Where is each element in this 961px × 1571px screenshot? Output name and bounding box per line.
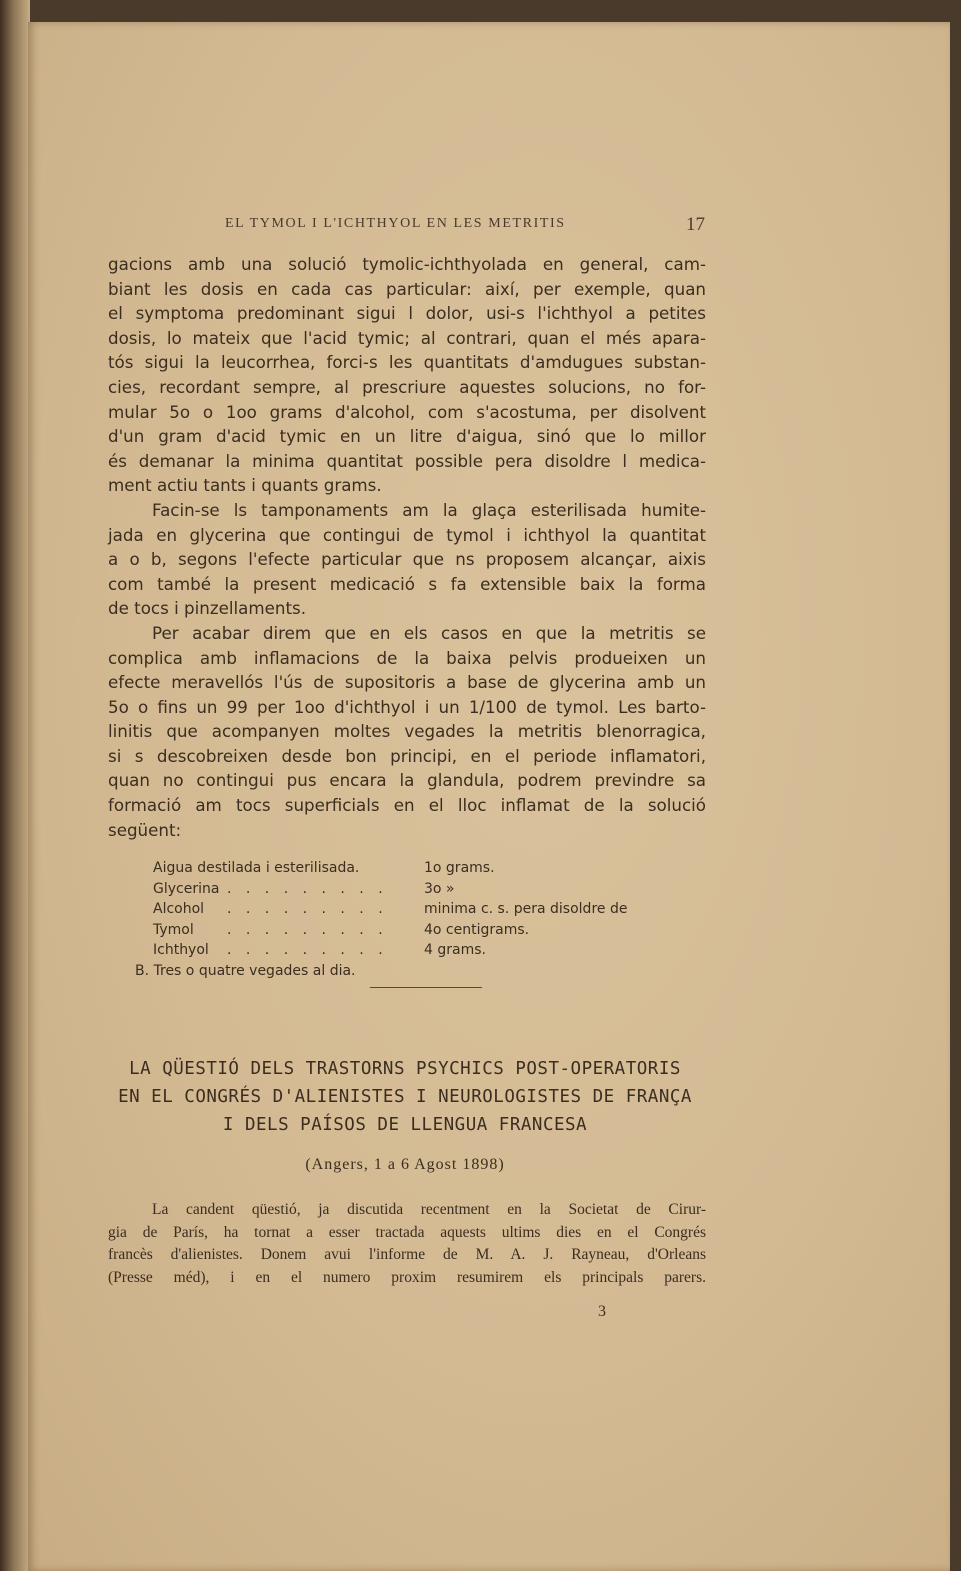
- intro-line: La candent qüestió, ja discutida recentment en la Societat de Cirur-: [152, 1201, 706, 1218]
- body-line: complica amb inflamacions de la baixa pelvis produeixen un: [108, 647, 706, 668]
- formula-quantity: 4 grams.: [424, 942, 486, 958]
- body-line: dosis, lo mateix que l'acid tymic; al contrari, quan el més apara-: [108, 327, 706, 348]
- body-line: Facin-se ls tamponaments am la glaça esterilisada humite-: [152, 499, 706, 520]
- body-line: gacions amb una solució tymolic-ichthyolada en general, cam-: [108, 254, 706, 274]
- body-line: 5o o fins un 99 per 1oo d'ichthyol i un 1/100 de tymol. Les barto-: [108, 696, 706, 717]
- formula-row: [135, 940, 675, 961]
- section-title-line: LA QÜESTIÓ DELS TRASTORNS PSYCHICS POST-OPERATORIS: [129, 1059, 681, 1079]
- body-line: linitis que acompanyen moltes vegades la metritis blenorragica,: [108, 721, 706, 742]
- section-title-line: I DELS PAÍSOS DE LLENGUA FRANCESA: [222, 1115, 588, 1135]
- formula-ingredient: Tymol: [153, 921, 194, 938]
- body-line: jada en glycerina que contingui de tymol i ichthyol la quantitat: [108, 524, 706, 545]
- intro-line: francès d'alienistes. Donem avui l'informe de M. A. J. Rayneau, d'Orleans: [108, 1246, 706, 1263]
- formula-leader-dots: . . . . . . . . .: [227, 942, 388, 958]
- page-number: 17: [686, 214, 705, 235]
- section-divider: [370, 987, 482, 988]
- formula-quantity: 3o »: [424, 880, 455, 897]
- body-text: [108, 252, 706, 842]
- formula-ingredient: Glycerina: [153, 880, 220, 897]
- body-line: tós sigui la leucorrhea, forci-s les quantitats d'amdugues substan-: [108, 352, 706, 373]
- body-line: com també la present medicació s fa extensible baix la forma: [108, 573, 706, 594]
- formula-quantity: minima c. s. pera disoldre de: [424, 901, 628, 917]
- prescription-formula: [135, 858, 675, 981]
- formula-row: [135, 858, 675, 879]
- intro-line: (Presse méd), i en el numero proxim resumirem els principals parers.: [108, 1268, 706, 1286]
- body-line: a o b, segons l'efecte particular que ns proposem alcançar, aixis: [108, 549, 706, 570]
- intro-line: gia de París, ha tornat a esser tractada aquests ultims dies en el Congrés: [108, 1223, 706, 1241]
- body-line: Per acabar direm que en els casos en que la metritis se: [152, 622, 706, 643]
- section-intro: [108, 1199, 706, 1289]
- book-spine: [0, 0, 30, 1571]
- signature-mark: 3: [598, 1303, 606, 1320]
- body-line: d'un gram d'acid tymic en un litre d'aigua, sinó que lo millor: [108, 426, 706, 447]
- running-title: EL TYMOL I L'ICHTHYOL EN LES METRITIS: [225, 216, 566, 231]
- dateline: (Angers, 1 a 6 Agost 1898): [305, 1156, 505, 1173]
- formula-leader-dots: . . . . . . . . .: [227, 880, 388, 897]
- formula-note: [135, 961, 675, 982]
- section-title: [100, 1055, 710, 1139]
- formula-quantity: 4o centigrams.: [424, 921, 530, 938]
- body-line: és demanar la minima quantitat possible pera disoldre l medica-: [108, 450, 706, 471]
- running-header: [225, 214, 705, 238]
- body-line: formació am tocs superficials en el lloc inflamat de la solució: [108, 795, 706, 816]
- formula-ingredient: Alcohol: [153, 901, 205, 917]
- body-line: ment actiu tants i quants grams.: [108, 475, 382, 496]
- formula-quantity: 1o grams.: [424, 860, 495, 876]
- formula-row: [135, 899, 675, 920]
- section-title-line: EN EL CONGRÉS D'ALIENISTES I NEUROLOGISTES DE FRANÇA: [118, 1087, 692, 1107]
- formula-row: [135, 920, 675, 941]
- formula-note-text: B. Tres o quatre vegades al dia.: [135, 962, 356, 979]
- body-line: biant les dosis en cada cas particular: així, per exemple, quan: [108, 278, 706, 299]
- formula-row: [135, 879, 675, 900]
- body-line: efecte meravellós l'ús de supositoris a base de glycerina amb un: [108, 672, 706, 693]
- body-line: següent:: [108, 819, 182, 840]
- body-line: quan no contingui pus encara la glandula, podrem previndre sa: [108, 770, 706, 791]
- body-line: cies, recordant sempre, al prescriure aquestes solucions, no for-: [108, 376, 706, 397]
- body-line: el symptoma predominant sigui l dolor, usi-s l'ichthyol a petites: [108, 303, 706, 324]
- formula-ingredient: Aigua destilada i esterilisada.: [153, 860, 360, 876]
- body-line: de tocs i pinzellaments.: [108, 598, 307, 619]
- formula-leader-dots: . . . . . . . . .: [227, 901, 388, 917]
- body-line: mular 5o o 1oo grams d'alcohol, com s'acostuma, per disolvent: [108, 401, 706, 422]
- formula-ingredient: Ichthyol: [153, 942, 209, 958]
- body-line: si s descobreixen desde bon principi, en el periode inflamatori,: [108, 745, 706, 766]
- formula-leader-dots: . . . . . . . . .: [227, 921, 388, 938]
